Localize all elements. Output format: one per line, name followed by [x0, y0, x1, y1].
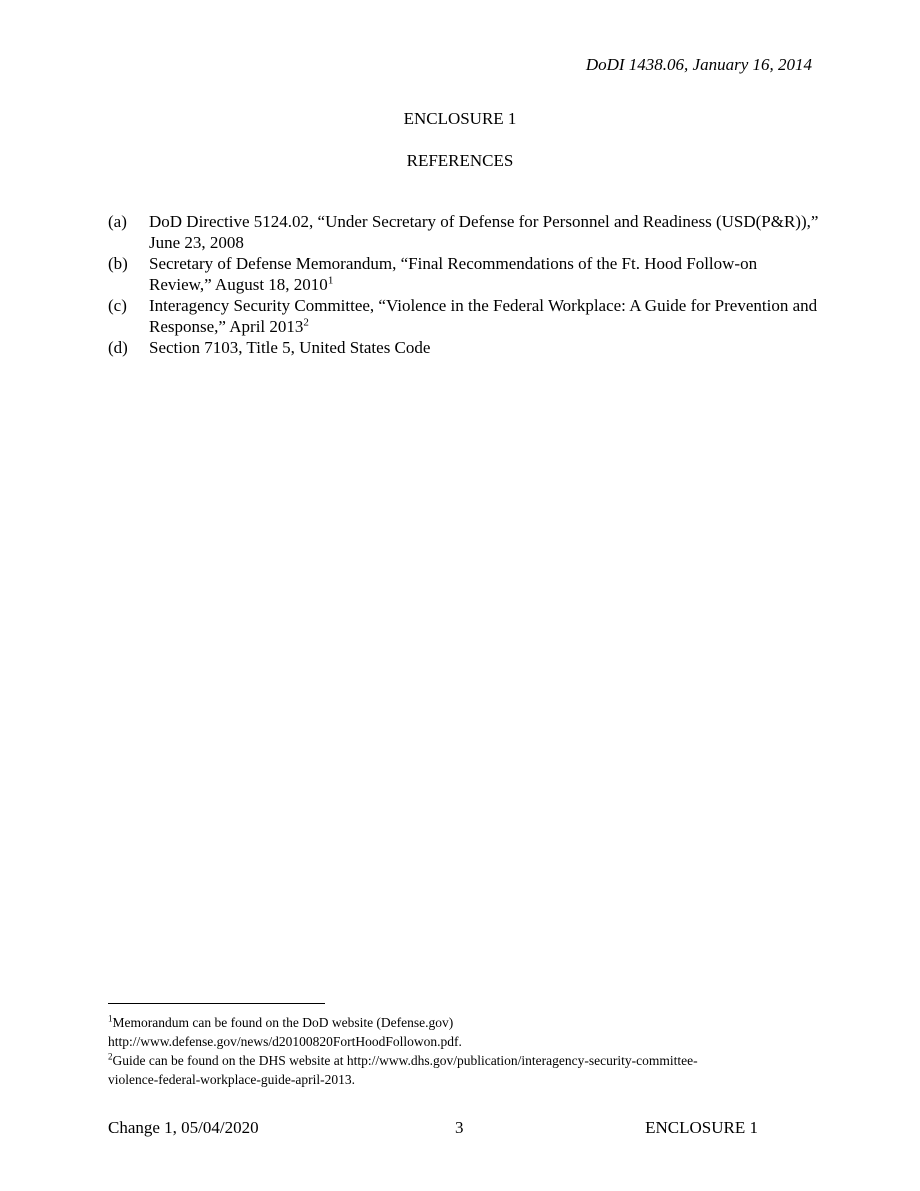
- reference-text: [149, 211, 820, 253]
- reference-marker: (a): [108, 212, 127, 231]
- change-notice: Change 1, 05/04/2020: [108, 1118, 259, 1137]
- reference-text-body: Secretary of Defense Memorandum, “Final Recommendations of the Ft. Hood Follow-on Review,” August 18, 2010: [149, 254, 758, 294]
- reference-marker: (c): [108, 296, 127, 315]
- reference-item-d: [108, 337, 820, 358]
- reference-text-body: Section 7103, Title 5, United States Code: [149, 338, 431, 357]
- reference-text: [149, 295, 820, 337]
- reference-item-b: [108, 253, 820, 295]
- footnote-2: [108, 1051, 820, 1070]
- reference-item-c: [108, 295, 820, 337]
- reference-text: [149, 253, 820, 295]
- footnotes: [108, 1013, 820, 1089]
- reference-text: [149, 337, 820, 358]
- footnote-marker-2[interactable]: 2: [303, 316, 309, 329]
- section-title: REFERENCES: [406, 151, 514, 170]
- footnote-divider: [108, 1003, 325, 1004]
- footnote-number: 1: [108, 1013, 113, 1024]
- footnote-number: 2: [108, 1051, 113, 1062]
- footnote-text-line-1: Memorandum can be found on the DoD website (Defense.gov): [112, 1015, 454, 1030]
- footnote-text-line-1[interactable]: Guide can be found on the DHS website at http://www.dhs.gov/publication/interagency-security-committee-: [112, 1053, 698, 1068]
- footnote-1: [108, 1013, 820, 1032]
- page-number: 3: [455, 1118, 464, 1137]
- footer-enclosure-label: ENCLOSURE 1: [645, 1118, 758, 1137]
- document-header: DoDI 1438.06, January 16, 2014: [585, 55, 812, 74]
- page-footer: [108, 1117, 758, 1139]
- reference-list: [108, 211, 820, 358]
- reference-marker: (b): [108, 254, 128, 273]
- reference-marker: (d): [108, 338, 128, 357]
- reference-text-body: DoD Directive 5124.02, “Under Secretary of Defense for Personnel and Readiness (USD(P&R)),” June 23, 2008: [149, 212, 819, 252]
- reference-item-a: [108, 211, 820, 253]
- footnote-1-link[interactable]: http://www.defense.gov/news/d20100820FortHoodFollowon.pdf.: [108, 1034, 462, 1049]
- footnote-marker-1[interactable]: 1: [327, 274, 334, 287]
- reference-text-body: Interagency Security Committee, “Violence in the Federal Workplace: A Guide for Prevention and Response,” April 2013: [149, 296, 818, 336]
- footnote-2-continuation[interactable]: violence-federal-workplace-guide-april-2013.: [108, 1072, 356, 1087]
- enclosure-title: ENCLOSURE 1: [403, 109, 517, 128]
